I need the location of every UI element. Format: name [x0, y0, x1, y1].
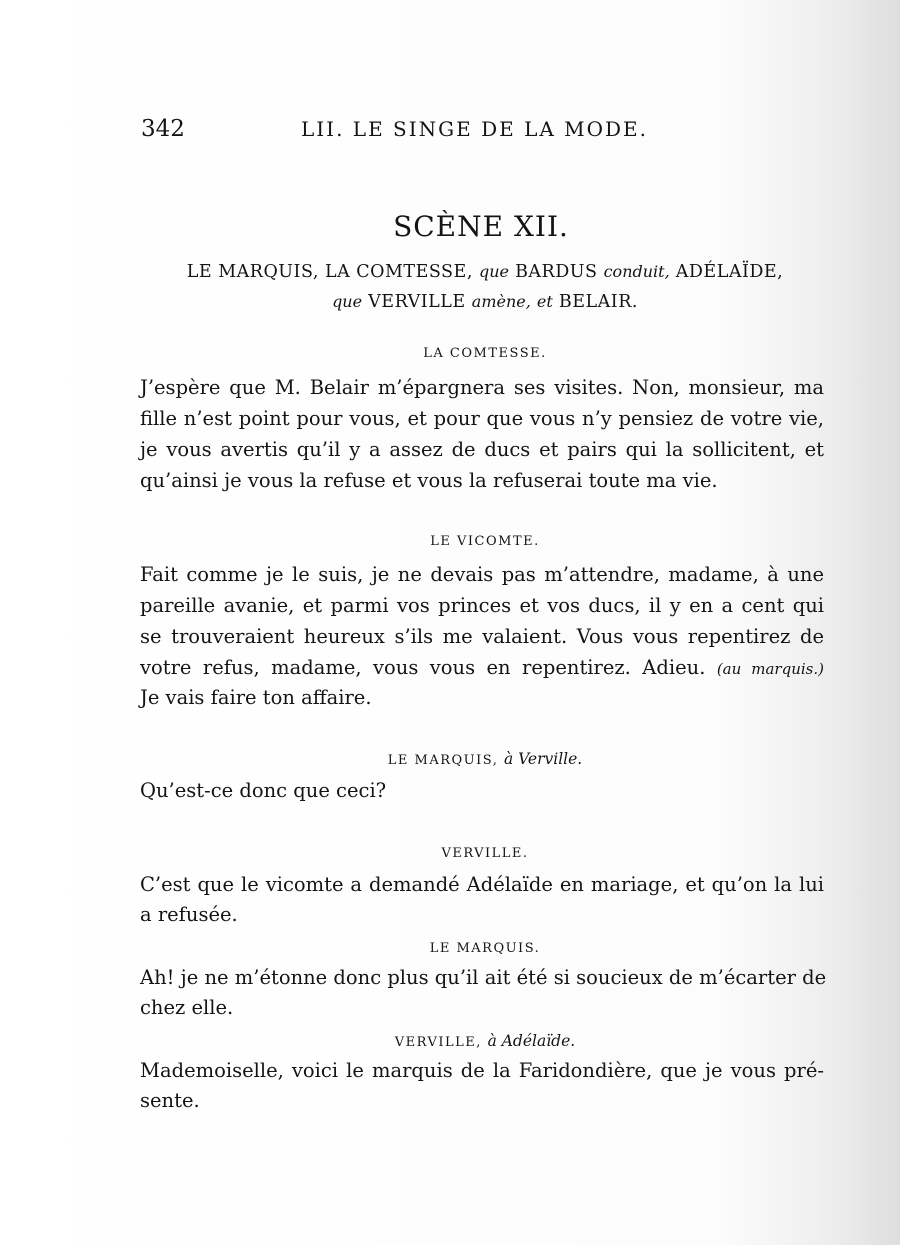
speech-line: Mademoiselle, voici le marquis de la Faridondière, que je vous pré- [140, 1059, 824, 1082]
stage-direction: à Adélaïde. [487, 1032, 576, 1050]
speaker-name: VERVILLE, à Adélaïde. [394, 1032, 576, 1050]
speech-line: J’espère que M. Belair m’épargnera ses visites. Non, monsieur, ma [140, 376, 824, 399]
speech-line: fille n’est point pour vous, et pour que vous n’y pensiez de votre vie, [140, 407, 824, 430]
scene-heading: SCÈNE XII. [393, 210, 569, 243]
speech-line: sente. [140, 1089, 200, 1112]
speech-line: qu’ainsi je vous la refuse et vous la refuserai toute ma vie. [140, 469, 718, 492]
running-title: LII. LE SINGE DE LA MODE. [301, 117, 649, 141]
speech-line: Je vais faire ton affaire. [140, 686, 372, 709]
page-number: 342 [141, 116, 185, 142]
stage-direction: (au marquis.) [716, 660, 824, 678]
cast-list-line: LE MARQUIS, LA COMTESSE, que BARDUS conduit, ADÉLAÏDE, [186, 262, 784, 282]
speaker-name: LE MARQUIS. [429, 941, 541, 956]
speaker-name: LE VICOMTE. [430, 534, 540, 549]
speech-line: je vous avertis qu’il y a assez de ducs et pairs qui la sollicitent, et [140, 438, 824, 461]
speech-line: C’est que le vicomte a demandé Adélaïde en mariage, et qu’on la lui [140, 873, 824, 896]
speech-line: a refusée. [140, 903, 238, 926]
speech-line: votre refus, madame, vous vous en repentirez. Adieu. (au marquis.) [140, 656, 824, 679]
speaker-name: LE MARQUIS, à Verville. [387, 750, 583, 768]
speech-line: Qu’est-ce donc que ceci? [140, 779, 387, 802]
speech-line: Fait comme je le suis, je ne devais pas m’attendre, madame, à une [140, 563, 824, 586]
cast-list-line: que VERVILLE amène, et BELAIR. [332, 292, 638, 312]
speech-line: pareille avanie, et parmi vos princes et vos ducs, il y en a cent qui [140, 594, 824, 617]
running-head [141, 116, 831, 148]
speaker-name: VERVILLE. [441, 846, 529, 861]
speech-line: Ah! je ne m’étonne donc plus qu’il ait été si soucieux de m’écarter de [140, 966, 827, 989]
speaker-name: LA COMTESSE. [423, 346, 547, 361]
speech-line: se trouveraient heureux s’ils me valaient. Vous vous repentirez de [140, 625, 824, 648]
speech-line: chez elle. [140, 996, 234, 1019]
stage-direction: à Verville. [503, 750, 583, 768]
